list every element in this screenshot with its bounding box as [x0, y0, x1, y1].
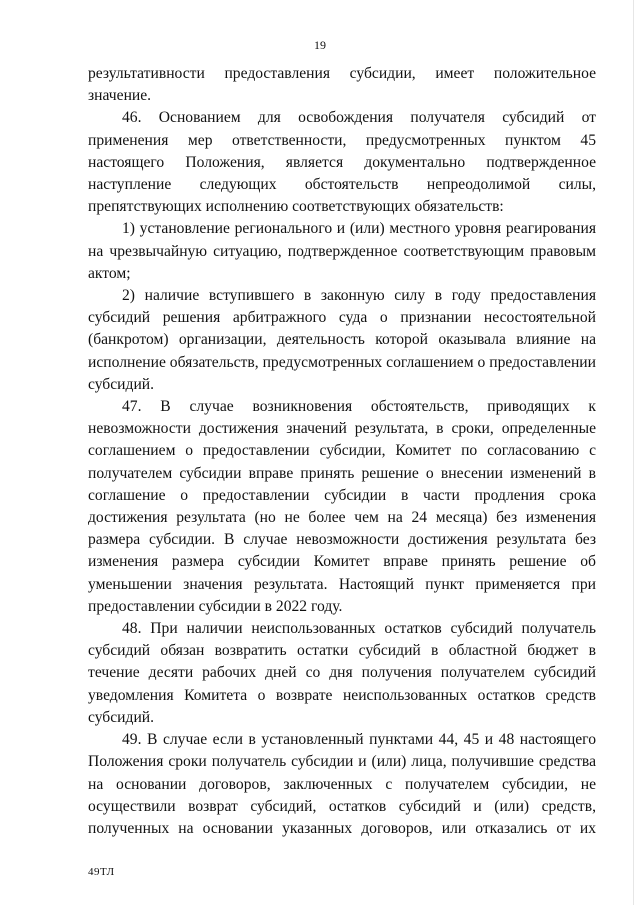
paragraph-48: 48. При наличии неиспользованных остатков субсидий получатель субсидий обязан возвратить остатки субсидий в областной бюджет в течение десяти рабочих дней со дня получения получателем субсидий уведомления Комитета о возврате неиспользованных остатков средств субсидий. — [88, 620, 596, 726]
footer-code: 49ТЛ — [88, 866, 115, 878]
paragraph-46-item-1: 1) установление регионального и (или) местного уровня реагирования на чрезвычайную ситуацию, подтвержденное соответствующим правовым актом; — [88, 220, 596, 282]
paragraph-46: 46. Основанием для освобождения получателя субсидий от применения мер ответственности, предусмотренных пунктом 45 настоящего Положения, является документально подтвержденное наступление следующих обстоятельств непреодолимой силы, препятствующих исполнению соответствующих обязательств: — [88, 109, 596, 216]
page-number: 19 — [314, 38, 326, 52]
paragraph-49: 49. В случае если в установленный пунктами 44, 45 и 48 настоящего Положения сроки получатель субсидии и (или) лица, получившие средства на основании договоров, заключенных с получателем субсидии, не осуществили возврат субсидий, остатков субсидий и (или) средств, полученных на основании указанных договоров, или отказались от их — [88, 731, 596, 837]
paragraph-47: 47. В случае возникновения обстоятельств, приводящих к невозможности достижения значений результата, в сроки, определенные соглашением о предоставлении субсидии, Комитет по согласованию с получателем субсидии вправе принять решение о внесении изменений в соглашение о предоставлении субсидии в части продления срока достижения результата (но не более чем на 24 месяца) без изменения размера субсидии. В случае невозможности достижения результата без изменения размера субсидии Комитет вправе принять решение об уменьшении значения результата. Настоящий пункт применяется при предоставлении субсидии в 2022 году. — [88, 398, 596, 615]
scan-edge — [633, 0, 634, 905]
paragraph-continuation: результативности предоставления субсидии, имеет положительное значение. — [88, 65, 596, 105]
body-text — [88, 63, 596, 840]
paragraph-46-item-2: 2) наличие вступившего в законную силу в году предоставления субсидий решения арбитражного суда о признании несостоятельной (банкротом) организации, деятельность которой оказывала влияние на исполнение обязательств, предусмотренных соглашением о предоставлении субсидий. — [88, 287, 596, 393]
